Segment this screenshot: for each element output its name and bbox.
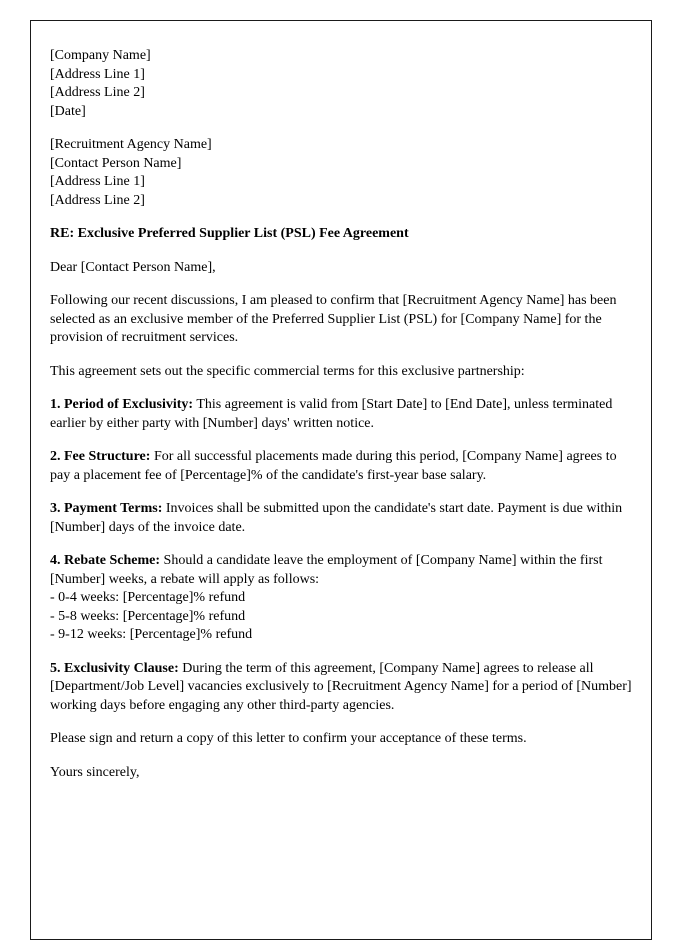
sign-off: Yours sincerely, <box>50 764 140 780</box>
term-paragraph-fee-structure <box>50 448 632 485</box>
sender-address-block <box>50 47 632 121</box>
recipient-address-block <box>50 136 632 210</box>
intro-paragraph-2: This agreement sets out the specific commercial terms for this exclusive partnership: <box>50 363 525 379</box>
rebate-schedule-item-2: - 5-8 weeks: [Percentage]% refund <box>50 608 246 624</box>
term-label-exclusivity-period: 1. Period of Exclusivity: <box>50 397 194 412</box>
closing-paragraph: Please sign and return a copy of this letter to confirm your acceptance of these terms. <box>50 731 527 746</box>
subject-line: RE: Exclusive Preferred Supplier List (PSL) Fee Agreement <box>50 226 409 241</box>
letter-body <box>31 21 651 782</box>
term-text-fee-structure: For all successful placements made during this period, [Company Name] agrees to pay a placement fee of [Percentage]% of the candidate's first-year base salary. <box>50 449 617 483</box>
term-paragraph-exclusivity-period <box>50 396 632 433</box>
term-label-exclusivity-clause: 5. Exclusivity Clause: <box>50 660 179 676</box>
term-paragraph-payment-terms <box>50 500 632 537</box>
rebate-schedule-item-3: - 9-12 weeks: [Percentage]% refund <box>50 627 253 642</box>
term-text-exclusivity-period: This agreement is valid from [Start Date] to [End Date], unless terminated earlier by either party with [Number] days' written notice. <box>50 397 613 431</box>
intro-paragraph-1: Following our recent discussions, I am pleased to confirm that [Recruitment Agency Name] has been selected as an exclusive member of the Preferred Supplier List (PSL) for [Company Name] for the provision of recruitment services. <box>50 293 617 345</box>
recipient-contact-person: [Contact Person Name] <box>50 155 182 171</box>
term-label-fee-structure: 2. Fee Structure: <box>50 449 151 464</box>
sender-company-name: [Company Name] <box>50 48 151 63</box>
recipient-address-line-2: [Address Line 2] <box>50 192 145 208</box>
recipient-address-line-1: [Address Line 1] <box>50 174 145 189</box>
term-text-rebate-scheme: Should a candidate leave the employment of [Company Name] within the first [Number] weeks, a rebate will apply as follows: <box>50 553 603 587</box>
letter-date: [Date] <box>50 103 86 119</box>
term-paragraph-rebate-scheme <box>50 552 632 645</box>
recipient-agency-name: [Recruitment Agency Name] <box>50 137 212 152</box>
salutation: Dear [Contact Person Name], <box>50 259 216 275</box>
term-paragraph-exclusivity-clause <box>50 660 632 716</box>
sender-address-line-2: [Address Line 2] <box>50 85 145 100</box>
rebate-schedule-item-1: - 0-4 weeks: [Percentage]% refund <box>50 590 246 605</box>
term-text-payment-terms: Invoices shall be submitted upon the candidate's start date. Payment is due within [Number] days of the invoice date. <box>50 501 623 535</box>
sender-address-line-1: [Address Line 1] <box>50 66 145 82</box>
term-text-exclusivity-clause: During the term of this agreement, [Company Name] agrees to release all [Department/Job Level] vacancies exclusively to [Recruitment Agency Name] for a period of [Number] working days before engaging any other third-party agencies. <box>50 660 632 713</box>
term-label-payment-terms: 3. Payment Terms: <box>50 501 163 516</box>
term-label-rebate-scheme: 4. Rebate Scheme: <box>50 553 161 568</box>
letter-page <box>30 20 652 940</box>
